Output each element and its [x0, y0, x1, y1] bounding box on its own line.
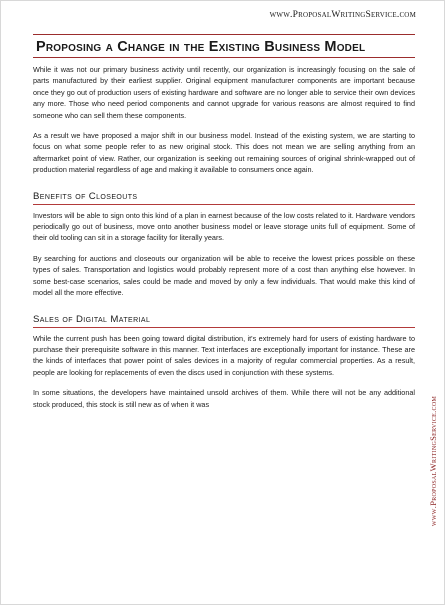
paragraph: As a result we have proposed a major shift in our business model. Instead of the existing system, we are starting to focus on what some people refer to as new original stock. This does not mean we are selling anything from an aftermarket point of view. Rather, our organization is seeking out remaining sources of original shrink-wrapped out of production material regardless of age and making it available to consumers once again. — [33, 131, 415, 175]
paragraph: While the current push has been going toward digital distribution, it's extremely hard for users of existing hardware to purchase their prerequisite software in this manner. Text interfaces are exceptionally important for instance. These are the kinds of interfaces that power point of sales devices in a majority of regular commercial properties. As a result, people are looking for replacements of even the discs used in conjunction with these systems. — [33, 333, 415, 377]
paragraph: By searching for auctions and closeouts our organization will be able to receive the lowest prices possible on these types of sales. Transportation and logistics would probably represent more of a cost than anything else however. In some best-case scenarios, sales could be made and moved by only a few individuals. That would make this kind of model all the more effective. — [33, 253, 415, 298]
paragraph: In some situations, the developers have maintained unsold archives of them. While there will not be any additional stock produced, this stock is still new as of when it was — [33, 388, 415, 409]
section-heading-wrap — [33, 186, 415, 205]
document-title: Proposing a Change in the Existing Business Model — [33, 34, 415, 58]
section-heading-benefits: Benefits of Closeouts — [33, 190, 138, 202]
section-heading-wrap — [33, 309, 415, 328]
paragraph: While it was not our primary business activity until recently, our organization is increasingly focusing on the sale of parts manufactured by their earliest supplier. Original equipment manufacturer components are important because once they go out of production users of existing hardware and software are no longer able to service their own devices any more. Those who need period components and cannot upgrade for various reasons are almost required to find someone who can sell them these components. — [33, 65, 415, 120]
header-site-url: www.ProposalWritingService.com — [269, 10, 416, 20]
section-heading-digital-material: Sales of Digital Material — [33, 313, 151, 325]
side-watermark — [426, 331, 440, 591]
paragraph: Investors will be able to sign onto this kind of a plan in earnest because of the low costs related to it. Hardware vendors periodically go out of business, move onto another business model or leave storage units full of equipment. Some of their old tooling can sit in a storage facility for literally years. — [33, 210, 415, 243]
side-site-url: www.ProposalWritingService.com — [428, 395, 438, 527]
document-body — [33, 34, 415, 410]
